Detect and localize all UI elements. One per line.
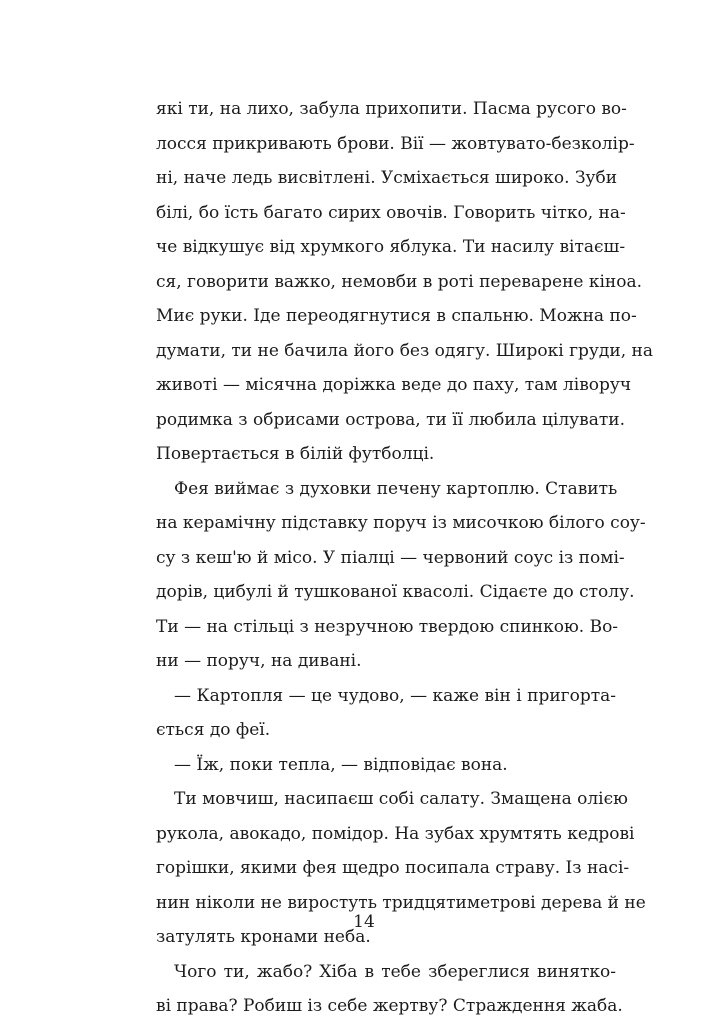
text-line: дорів, цибулі й тушкованої квасолі. Сідаєте до столу. <box>156 582 635 602</box>
text-line: животі — місячна доріжка веде до паху, там ліворуч <box>156 375 632 395</box>
text-line: су з кеш'ю й місо. У піалці — червоний соус із помі- <box>156 547 625 568</box>
text-line: горішки, якими фея щедро посипала страву. Із насі- <box>156 858 630 878</box>
text-line: Повертається в білій футболці. <box>156 444 435 464</box>
text-line: Миє руки. Іде переодягнутися в спальню. Можна по- <box>156 306 637 326</box>
text-line: ся, говорити важко, немовби в роті переварене кіноа. <box>156 271 643 292</box>
text-line: Фея виймає з духовки печену картоплю. Ставить <box>174 478 618 499</box>
text-line: білі, бо їсть багато сирих овочів. Говорить чітко, на- <box>156 202 626 223</box>
text-line: на керамічну підставку поруч із мисочкою білого соу- <box>156 513 646 533</box>
text-line: Чого ти, жабо? Хіба в тебе збереглися винятко- <box>174 961 616 982</box>
text-line: Ти — на стільці з незручною твердою спинкою. Во- <box>156 616 619 637</box>
text-line: — Їж, поки тепла, — відповідає вона. <box>174 754 508 775</box>
text-line: які ти, на лихо, забула прихопити. Пасма русого во- <box>156 99 627 119</box>
text-line: ві права? Робиш із себе жертву? Страждення жаба. <box>156 996 623 1016</box>
text-line: ні, наче ледь висвітлені. Усміхається широко. Зуби <box>156 168 618 188</box>
text-line: лосся прикривають брови. Вії — жовтувато-безколір- <box>156 133 635 154</box>
page-number: 14 <box>353 912 375 932</box>
text-line: думати, ти не бачила його без одягу. Широкі груди, на <box>156 340 653 361</box>
text-line: че відкушує від хрумкого яблука. Ти насилу вітаєш- <box>156 237 626 257</box>
text-line: нин ніколи не виростуть тридцятиметрові дерева й не <box>156 892 646 913</box>
page-body <box>156 92 653 1024</box>
text-line: Ти мовчиш, насипаєш собі салату. Змащена олією <box>174 789 628 809</box>
text-line: ни — поруч, на дивані. <box>156 651 362 671</box>
text-line: рукола, авокадо, помідор. На зубах хрумтять кедрові <box>156 823 635 844</box>
text-line: родимка з обрисами острова, ти її любила цілувати. <box>156 409 626 430</box>
text-line: затулять кронами неба. <box>156 927 371 947</box>
text-line: — Картопля — це чудово, — каже він і пригорта- <box>174 685 616 706</box>
text-line: ється до феї. <box>156 720 271 740</box>
